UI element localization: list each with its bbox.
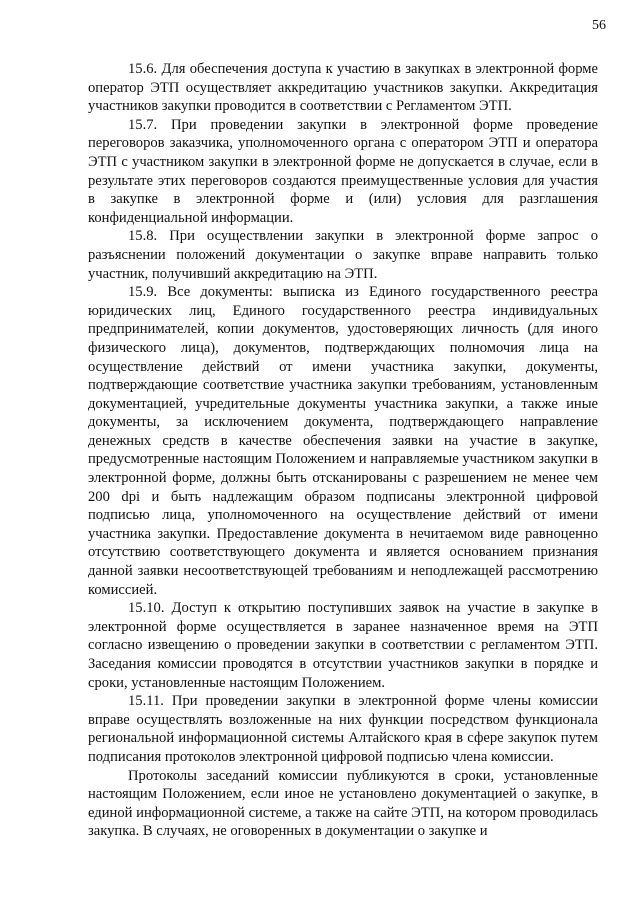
page-number: 56 bbox=[592, 18, 606, 33]
document-body bbox=[88, 60, 598, 841]
paragraph-15-9: 15.9. Все документы: выписка из Единого государственного реестра юридических лиц, Единого государственного реестра индивидуальных предпринимателей, копии документов, удостоверяющих личность (для иного физического лица), документов, подтверждающих полномочия лица на осуществление действий от имени участника закупки, документы, подтверждающие соответствие участника закупки требованиям, установленным документацией, учредительные документы участника закупки, а также иные документы, за исключением документа, подтверждающего направление денежных средств в качестве обеспечения заявки на участие в закупке, предусмотренные настоящим Положением и направляемые участником закупки в электронной форме, должны быть отсканированы с разрешением не менее чем 200 dpi и быть надлежащим образом подписаны электронной цифровой подписью лица, уполномоченного на осуществление действий от имени участника закупки. Предоставление документа в нечитаемом виде равноценно отсутствию соответствующего документа и является основанием признания данной заявки несоответствующей требованиям и неподлежащей рассмотрению комиссией. bbox=[88, 284, 598, 598]
paragraph-15-6: 15.6. Для обеспечения доступа к участию в закупках в электронной форме оператор ЭТП осуществляет аккредитацию участников закупки. Аккредитация участников закупки проводится в соответствии с Регламентом ЭТП. bbox=[88, 61, 598, 115]
paragraph-15-11: 15.11. При проведении закупки в электронной форме члены комиссии вправе осуществлять возложенные на них функции посредством функционала региональной информационной системы Алтайского края в сфере закупок путем подписания протоколов электронной цифровой подписью члена комиссии. bbox=[88, 693, 598, 765]
paragraph-15-10: 15.10. Доступ к открытию поступивших заявок на участие в закупке в электронной форме осуществляется в заранее назначенное время на ЭТП согласно извещению о проведении закупки в соответствии с регламентом ЭТП. Заседания комиссии проводятся в отсутствии участников закупки в порядке и сроки, установленные настоящим Положением. bbox=[88, 600, 598, 691]
paragraph-protocols: Протоколы заседаний комиссии публикуются в сроки, установленные настоящим Положением, если иное не установлено документацией о закупке, в единой информационной системе, а также на сайте ЭТП, на котором проводилась закупка. В случаях, не оговоренных в документации о закупке и bbox=[88, 767, 598, 840]
paragraph-15-8: 15.8. При осуществлении закупки в электронной форме запрос о разъяснении положений документации о закупке вправе направить только участник, получивший аккредитацию на ЭТП. bbox=[88, 228, 598, 282]
paragraph-15-7: 15.7. При проведении закупки в электронной форме проведение переговоров заказчика, уполномоченного органа с оператором ЭТП и оператора ЭТП с участником закупки в электронной форме не допускается в случае, если в результате этих переговоров создаются преимущественные условия для участия в закупке в электронной форме и (или) условия для разглашения конфиденциальной информации. bbox=[88, 116, 598, 226]
